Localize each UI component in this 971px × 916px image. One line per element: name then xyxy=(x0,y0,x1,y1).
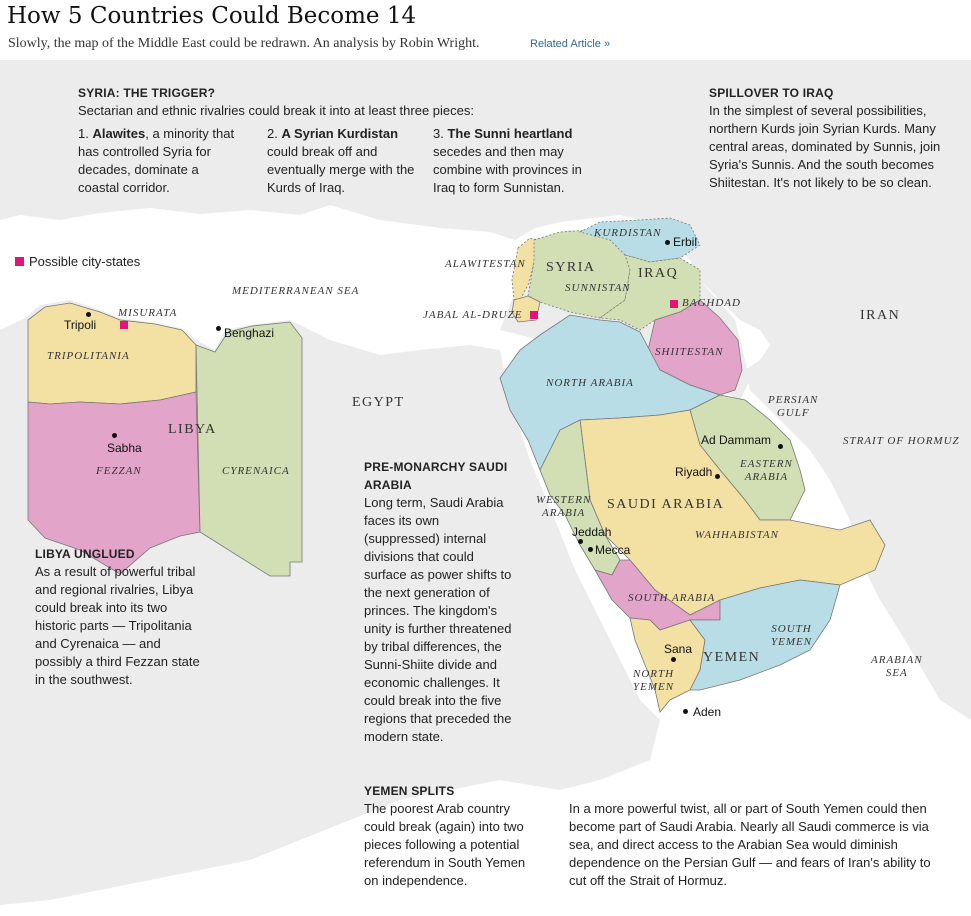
label-mediterranean-sea: MEDITERRANEAN SEA xyxy=(232,285,360,297)
syria-note-intro: Sectarian and ethnic rivalries could break it into at least three pieces: xyxy=(78,103,474,118)
iraq-note xyxy=(709,84,949,192)
twist-note xyxy=(569,800,939,890)
label-shiitestan: SHIITESTAN xyxy=(655,346,724,358)
syria-item-3-text: secedes and then may combine with provinces in Iraq to form Sunnistan. xyxy=(433,144,582,195)
iraq-note-body: In the simplest of several possibilities, northern Kurds join Syrian Kurds. Many central areas, dominated by Sunnis, join Syria's Sunnis. And the south becomes Shiitestan. It's not likely to be so clean. xyxy=(709,103,941,190)
saudi-note xyxy=(364,458,512,746)
city-mecca: Mecca xyxy=(595,543,631,557)
syria-item-3 xyxy=(433,125,595,197)
label-strait-of-hormuz: STRAIT OF HORMUZ xyxy=(843,435,960,447)
legend-swatch xyxy=(15,257,24,266)
legend-city-states xyxy=(15,254,140,269)
label-south-yemen: SOUTH YEMEN xyxy=(771,623,813,649)
city-dot-mecca xyxy=(588,547,593,552)
label-iraq: IRAQ xyxy=(638,266,679,281)
twist-note-body: In a more powerful twist, all or part of South Yemen could then become part of Saudi Arabia. Nearly all Saudi commerce is via sea, and direct access to the Arabian Sea would diminish dependence on the Persian Gulf — and fears of Iran's ability to cut off the Strait of Hormuz. xyxy=(569,801,931,888)
libya-note-heading: LIBYA UNGLUED xyxy=(35,547,135,561)
city-erbil: Erbil xyxy=(673,235,698,249)
city-dot-sabha xyxy=(112,433,117,438)
page-subtitle: Slowly, the map of the Middle East could be redrawn. An analysis by Robin Wright. xyxy=(8,36,480,51)
label-south-arabia: SOUTH ARABIA xyxy=(628,592,716,604)
syria-item-2-bold: A Syrian Kurdistan xyxy=(281,126,399,141)
syria-item-1-bold: Alawites xyxy=(92,126,146,141)
label-baghdad: BAGHDAD xyxy=(682,297,741,309)
iraq-note-heading: SPILLOVER TO IRAQ xyxy=(709,86,834,100)
saudi-note-heading: PRE-MONARCHY SAUDI ARABIA xyxy=(364,460,508,492)
city-state-marker-baghdad xyxy=(670,300,678,308)
syria-item-3-bold: The Sunni heartland xyxy=(447,126,573,141)
syria-item-2-num: 2. xyxy=(267,126,278,141)
saudi-note-body: Long term, Saudi Arabia faces its own (suppressed) internal divisions that could surface as power shifts to the next generation of princes. The kingdom's unity is further threatened by tribal differences, the Sunni-Shiite divide and economic challenges. It could break into the five regions that preceded the modern state. xyxy=(364,495,512,744)
label-cyrenaica: CYRENAICA xyxy=(222,465,290,477)
city-dot-sana xyxy=(671,657,676,662)
label-yemen: YEMEN xyxy=(703,650,761,665)
yemen-note xyxy=(364,782,529,890)
city-dot-riyadh xyxy=(715,474,720,479)
legend-label: Possible city-states xyxy=(29,254,141,269)
city-dot-jeddah xyxy=(578,539,583,544)
syria-note-heading: SYRIA: THE TRIGGER? xyxy=(78,86,216,100)
city-state-marker-jabal-al-druze xyxy=(530,311,538,319)
syria-item-3-num: 3. xyxy=(433,126,444,141)
region-cyrenaica xyxy=(196,322,302,576)
related-article-link[interactable]: Related Article » xyxy=(530,38,611,50)
libya-note xyxy=(35,545,205,689)
label-saudi-arabia: SAUDI ARABIA xyxy=(607,497,725,512)
city-ad-dammam: Ad Dammam xyxy=(701,433,772,447)
city-dot-benghazi xyxy=(216,326,221,331)
label-eastern-arabia: EASTERN ARABIA xyxy=(740,458,793,484)
libya-note-body: As a result of powerful tribal and regional rivalries, Libya could break into its two historic parts — Tripolitania and Cyrenaica — and possibly a third Fezzan state in the southwest. xyxy=(35,564,200,687)
city-jeddah: Jeddah xyxy=(572,525,612,539)
label-wahhabistan: WAHHABISTAN xyxy=(695,529,779,541)
city-dot-tripoli xyxy=(86,312,91,317)
syria-item-2 xyxy=(267,125,417,197)
syria-item-1 xyxy=(78,125,238,197)
city-aden: Aden xyxy=(693,705,722,719)
label-arabian-sea: ARABIAN SEA xyxy=(871,654,923,680)
city-sana: Sana xyxy=(664,642,693,656)
label-syria: SYRIA xyxy=(546,260,596,275)
label-egypt: EGYPT xyxy=(352,395,405,410)
label-kurdistan: KURDISTAN xyxy=(594,227,662,239)
label-north-yemen: NORTH YEMEN xyxy=(633,668,675,694)
syria-item-2-text: could break off and eventually merge with the Kurds of Iraq. xyxy=(267,144,415,195)
label-north-arabia: NORTH ARABIA xyxy=(546,377,634,389)
label-sunnistan: SUNNISTAN xyxy=(565,282,631,294)
syria-note xyxy=(78,84,518,120)
label-jabal-al-druze: JABAL AL-DRUZE xyxy=(423,309,523,321)
city-dot-ad-dammam xyxy=(778,444,783,449)
syria-item-1-num: 1. xyxy=(78,126,89,141)
city-tripoli: Tripoli xyxy=(64,318,97,332)
label-tripolitania: TRIPOLITANIA xyxy=(47,350,130,362)
syria-item-1-text: , a minority that has controlled Syria for decades, dominate a coastal corridor. xyxy=(78,126,235,195)
page-title: How 5 Countries Could Become 14 xyxy=(7,3,417,29)
label-iran: IRAN xyxy=(860,308,901,323)
city-sabha: Sabha xyxy=(107,441,142,455)
label-western-arabia: WESTERN ARABIA xyxy=(536,494,592,520)
yemen-note-body: The poorest Arab country could break (again) into two pieces following a potential referendum in South Yemen on independence. xyxy=(364,801,526,888)
city-riyadh: Riyadh xyxy=(675,465,713,479)
city-state-marker-misurata xyxy=(120,321,128,329)
city-benghazi: Benghazi xyxy=(224,326,275,340)
label-libya: LIBYA xyxy=(168,422,217,437)
label-alawitestan: ALAWITESTAN xyxy=(445,258,526,270)
label-fezzan: FEZZAN xyxy=(96,465,142,477)
city-dot-erbil xyxy=(665,240,670,245)
city-dot-aden xyxy=(683,709,688,714)
label-misurata: MISURATA xyxy=(118,307,178,319)
yemen-note-heading: YEMEN SPLITS xyxy=(364,784,455,798)
label-persian-gulf: PERSIAN GULF xyxy=(768,394,819,420)
